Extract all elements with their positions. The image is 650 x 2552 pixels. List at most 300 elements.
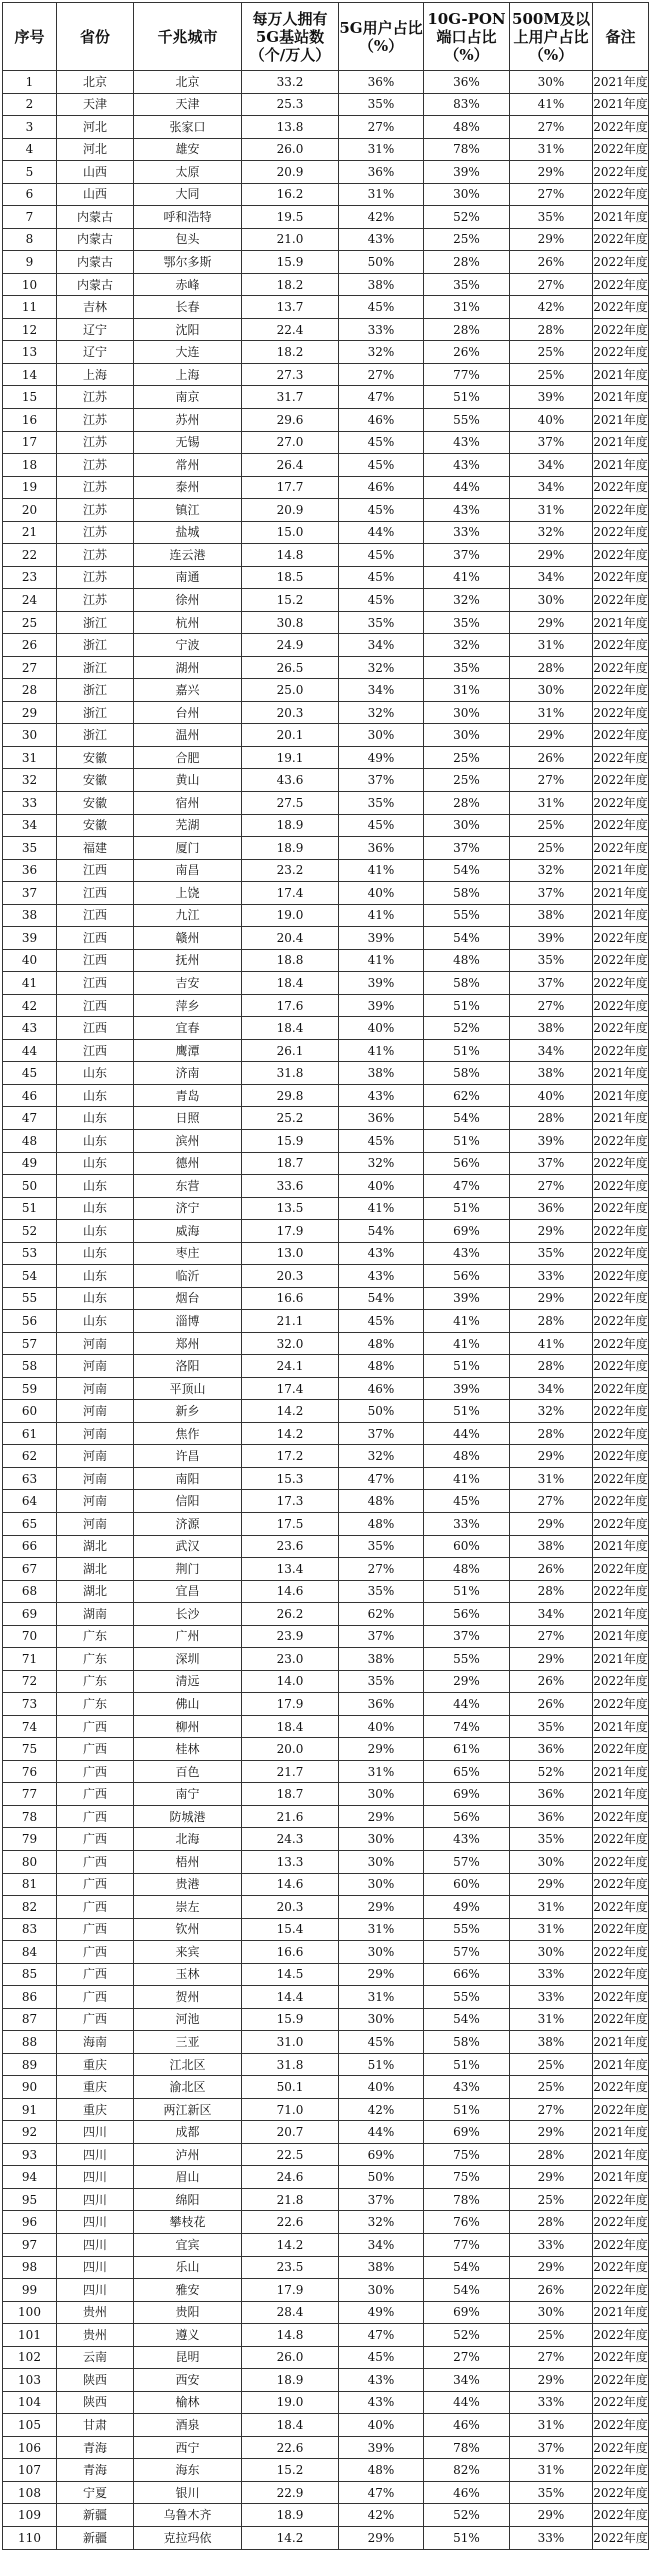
cell-remark: 2021年度 — [593, 1760, 649, 1783]
cell-500m-user-share: 29% — [510, 544, 593, 567]
cell-province: 山东 — [57, 1287, 134, 1310]
cell-5g-user-share: 36% — [339, 837, 424, 860]
cell-10g-pon-share: 51% — [424, 386, 510, 409]
cell-500m-user-share: 31% — [510, 792, 593, 815]
cell-10g-pon-share: 39% — [424, 1287, 510, 1310]
cell-city: 上海 — [134, 363, 242, 386]
cell-5g-base-stations: 17.6 — [242, 994, 339, 1017]
cell-10g-pon-share: 25% — [424, 228, 510, 251]
cell-5g-base-stations: 14.4 — [242, 1986, 339, 2009]
cell-10g-pon-share: 54% — [424, 1107, 510, 1130]
cell-city: 枣庄 — [134, 1242, 242, 1265]
cell-5g-base-stations: 32.0 — [242, 1332, 339, 1355]
table-row — [3, 1760, 649, 1783]
cell-city: 雅安 — [134, 2279, 242, 2302]
table-row — [3, 116, 649, 139]
cell-city: 德州 — [134, 1152, 242, 1175]
cell-province: 河北 — [57, 138, 134, 161]
cell-province: 广西 — [57, 1715, 134, 1738]
cell-5g-user-share: 37% — [339, 769, 424, 792]
cell-city: 镇江 — [134, 499, 242, 522]
table-row — [3, 1873, 649, 1896]
cell-10g-pon-share: 25% — [424, 769, 510, 792]
cell-5g-user-share: 37% — [339, 1625, 424, 1648]
cell-city: 杭州 — [134, 611, 242, 634]
cell-province: 广西 — [57, 1738, 134, 1761]
cell-province: 安徽 — [57, 769, 134, 792]
cell-index: 28 — [3, 679, 57, 702]
cell-remark: 2021年度 — [593, 1648, 649, 1671]
cell-5g-base-stations: 28.4 — [242, 2301, 339, 2324]
cell-5g-base-stations: 17.9 — [242, 1220, 339, 1243]
cell-remark: 2022年度 — [593, 769, 649, 792]
cell-5g-base-stations: 15.0 — [242, 521, 339, 544]
cell-province: 河南 — [57, 1422, 134, 1445]
cell-city: 南宁 — [134, 1783, 242, 1806]
cell-city: 厦门 — [134, 837, 242, 860]
cell-5g-user-share: 30% — [339, 2279, 424, 2302]
cell-remark: 2022年度 — [593, 1039, 649, 1062]
cell-5g-user-share: 32% — [339, 1152, 424, 1175]
cell-10g-pon-share: 35% — [424, 656, 510, 679]
cell-city: 河池 — [134, 2008, 242, 2031]
table-row — [3, 1648, 649, 1671]
cell-index: 55 — [3, 1287, 57, 1310]
cell-5g-base-stations: 14.2 — [242, 2526, 339, 2549]
cell-5g-base-stations: 23.9 — [242, 1625, 339, 1648]
cell-5g-base-stations: 20.3 — [242, 701, 339, 724]
cell-province: 辽宁 — [57, 318, 134, 341]
cell-5g-base-stations: 19.0 — [242, 904, 339, 927]
cell-5g-base-stations: 22.6 — [242, 2436, 339, 2459]
cell-10g-pon-share: 75% — [424, 2143, 510, 2166]
table-row — [3, 2414, 649, 2437]
cell-province: 江西 — [57, 882, 134, 905]
cell-index: 30 — [3, 724, 57, 747]
cell-province: 山东 — [57, 1129, 134, 1152]
cell-500m-user-share: 39% — [510, 927, 593, 950]
cell-province: 广西 — [57, 1850, 134, 1873]
cell-500m-user-share: 27% — [510, 273, 593, 296]
cell-province: 湖北 — [57, 1558, 134, 1581]
cell-5g-base-stations: 30.8 — [242, 611, 339, 634]
cell-10g-pon-share: 49% — [424, 1896, 510, 1919]
cell-index: 89 — [3, 2053, 57, 2076]
cell-index: 35 — [3, 837, 57, 860]
cell-5g-base-stations: 23.2 — [242, 859, 339, 882]
cell-remark: 2022年度 — [593, 2504, 649, 2527]
cell-city: 威海 — [134, 1220, 242, 1243]
cell-500m-user-share: 27% — [510, 183, 593, 206]
cell-5g-base-stations: 17.4 — [242, 1377, 339, 1400]
cell-5g-base-stations: 23.5 — [242, 2256, 339, 2279]
cell-5g-user-share: 32% — [339, 701, 424, 724]
cell-5g-base-stations: 15.9 — [242, 2008, 339, 2031]
cell-province: 广西 — [57, 2008, 134, 2031]
cell-500m-user-share: 33% — [510, 1265, 593, 1288]
cell-10g-pon-share: 69% — [424, 2301, 510, 2324]
cell-remark: 2021年度 — [593, 1062, 649, 1085]
cell-5g-base-stations: 26.0 — [242, 2346, 339, 2369]
table-row — [3, 183, 649, 206]
cell-5g-base-stations: 18.9 — [242, 814, 339, 837]
cell-5g-user-share: 32% — [339, 341, 424, 364]
cell-province: 广西 — [57, 1760, 134, 1783]
cell-index: 63 — [3, 1467, 57, 1490]
cell-5g-user-share: 48% — [339, 1355, 424, 1378]
cell-10g-pon-share: 33% — [424, 521, 510, 544]
table-row — [3, 1896, 649, 1919]
cell-remark: 2022年度 — [593, 183, 649, 206]
cell-5g-user-share: 32% — [339, 2211, 424, 2234]
cell-5g-base-stations: 14.2 — [242, 1422, 339, 1445]
cell-5g-base-stations: 14.2 — [242, 2234, 339, 2257]
cell-5g-user-share: 34% — [339, 679, 424, 702]
cell-500m-user-share: 34% — [510, 1039, 593, 1062]
cell-5g-user-share: 41% — [339, 949, 424, 972]
cell-10g-pon-share: 51% — [424, 2526, 510, 2549]
cell-remark: 2022年度 — [593, 1896, 649, 1919]
cell-500m-user-share: 29% — [510, 2256, 593, 2279]
cell-index: 7 — [3, 206, 57, 229]
cell-province: 江苏 — [57, 386, 134, 409]
cell-index: 19 — [3, 476, 57, 499]
cell-10g-pon-share: 32% — [424, 634, 510, 657]
cell-5g-user-share: 48% — [339, 2459, 424, 2482]
cell-10g-pon-share: 54% — [424, 859, 510, 882]
cell-index: 85 — [3, 1963, 57, 1986]
header-5g-user-share: 5G用户占比（%） — [339, 3, 424, 71]
table-row — [3, 499, 649, 522]
cell-remark: 2021年度 — [593, 2166, 649, 2189]
cell-500m-user-share: 27% — [510, 1625, 593, 1648]
cell-remark: 2022年度 — [593, 1558, 649, 1581]
cell-10g-pon-share: 55% — [424, 408, 510, 431]
cell-remark: 2022年度 — [593, 2481, 649, 2504]
cell-city: 大同 — [134, 183, 242, 206]
table-row — [3, 2211, 649, 2234]
cell-remark: 2022年度 — [593, 499, 649, 522]
table-row — [3, 2391, 649, 2414]
cell-remark: 2021年度 — [593, 71, 649, 94]
cell-city: 泸州 — [134, 2143, 242, 2166]
cell-remark: 2022年度 — [593, 2414, 649, 2437]
table-row — [3, 1400, 649, 1423]
cell-10g-pon-share: 45% — [424, 1490, 510, 1513]
cell-500m-user-share: 29% — [510, 228, 593, 251]
cell-province: 广西 — [57, 1873, 134, 1896]
table-row — [3, 656, 649, 679]
cell-5g-user-share: 35% — [339, 1580, 424, 1603]
cell-index: 91 — [3, 2098, 57, 2121]
cell-province: 广西 — [57, 1896, 134, 1919]
cell-city: 南昌 — [134, 859, 242, 882]
table-row — [3, 1963, 649, 1986]
cell-index: 6 — [3, 183, 57, 206]
cell-500m-user-share: 29% — [510, 1873, 593, 1896]
cell-remark: 2022年度 — [593, 1287, 649, 1310]
cell-5g-user-share: 44% — [339, 521, 424, 544]
cell-5g-user-share: 31% — [339, 1760, 424, 1783]
cell-5g-user-share: 44% — [339, 2121, 424, 2144]
cell-remark: 2022年度 — [593, 1986, 649, 2009]
cell-10g-pon-share: 82% — [424, 2459, 510, 2482]
cell-index: 100 — [3, 2301, 57, 2324]
cell-500m-user-share: 26% — [510, 251, 593, 274]
cell-5g-base-stations: 15.2 — [242, 589, 339, 612]
table-row — [3, 341, 649, 364]
cell-5g-user-share: 38% — [339, 1648, 424, 1671]
cell-10g-pon-share: 28% — [424, 251, 510, 274]
cell-remark: 2022年度 — [593, 1152, 649, 1175]
cell-5g-user-share: 45% — [339, 2031, 424, 2054]
cell-province: 广西 — [57, 1941, 134, 1964]
cell-10g-pon-share: 52% — [424, 2324, 510, 2347]
table-row — [3, 1603, 649, 1626]
cell-10g-pon-share: 35% — [424, 273, 510, 296]
cell-province: 河南 — [57, 1332, 134, 1355]
cell-5g-base-stations: 24.9 — [242, 634, 339, 657]
cell-5g-user-share: 43% — [339, 2369, 424, 2392]
cell-10g-pon-share: 43% — [424, 1828, 510, 1851]
cell-10g-pon-share: 44% — [424, 1693, 510, 1716]
cell-10g-pon-share: 69% — [424, 1783, 510, 1806]
table-row — [3, 701, 649, 724]
table-row — [3, 2076, 649, 2099]
cell-10g-pon-share: 37% — [424, 1625, 510, 1648]
table-row — [3, 71, 649, 94]
cell-remark: 2021年度 — [593, 408, 649, 431]
cell-5g-user-share: 35% — [339, 1670, 424, 1693]
cell-index: 45 — [3, 1062, 57, 1085]
cell-10g-pon-share: 75% — [424, 2166, 510, 2189]
cell-10g-pon-share: 54% — [424, 927, 510, 950]
cell-province: 山东 — [57, 1242, 134, 1265]
cell-5g-base-stations: 15.4 — [242, 1918, 339, 1941]
cell-500m-user-share: 37% — [510, 882, 593, 905]
cell-5g-base-stations: 18.2 — [242, 273, 339, 296]
cell-5g-user-share: 36% — [339, 1693, 424, 1716]
cell-province: 湖南 — [57, 1603, 134, 1626]
cell-500m-user-share: 35% — [510, 1715, 593, 1738]
cell-500m-user-share: 34% — [510, 566, 593, 589]
cell-city: 攀枝花 — [134, 2211, 242, 2234]
cell-5g-base-stations: 26.2 — [242, 1603, 339, 1626]
cell-10g-pon-share: 78% — [424, 138, 510, 161]
cell-500m-user-share: 29% — [510, 1513, 593, 1536]
cell-10g-pon-share: 54% — [424, 2256, 510, 2279]
cell-province: 山东 — [57, 1062, 134, 1085]
cell-500m-user-share: 25% — [510, 2053, 593, 2076]
cell-5g-user-share: 31% — [339, 183, 424, 206]
cell-province: 江西 — [57, 927, 134, 950]
cell-city: 宜宾 — [134, 2234, 242, 2257]
cell-index: 2 — [3, 93, 57, 116]
cell-index: 66 — [3, 1535, 57, 1558]
cell-remark: 2022年度 — [593, 1490, 649, 1513]
cell-city: 洛阳 — [134, 1355, 242, 1378]
cell-500m-user-share: 38% — [510, 1017, 593, 1040]
cell-index: 82 — [3, 1896, 57, 1919]
cell-index: 104 — [3, 2391, 57, 2414]
cell-5g-user-share: 43% — [339, 2391, 424, 2414]
cell-city: 百色 — [134, 1760, 242, 1783]
cell-province: 广东 — [57, 1625, 134, 1648]
cell-5g-base-stations: 27.3 — [242, 363, 339, 386]
cell-index: 90 — [3, 2076, 57, 2099]
cell-5g-base-stations: 14.6 — [242, 1873, 339, 1896]
cell-500m-user-share: 30% — [510, 71, 593, 94]
cell-500m-user-share: 27% — [510, 994, 593, 1017]
cell-index: 12 — [3, 318, 57, 341]
cell-500m-user-share: 35% — [510, 1828, 593, 1851]
cell-10g-pon-share: 52% — [424, 1017, 510, 1040]
cell-remark: 2022年度 — [593, 521, 649, 544]
table-row — [3, 679, 649, 702]
cell-10g-pon-share: 37% — [424, 837, 510, 860]
cell-500m-user-share: 26% — [510, 1558, 593, 1581]
cell-index: 54 — [3, 1265, 57, 1288]
cell-index: 105 — [3, 2414, 57, 2437]
cell-500m-user-share: 36% — [510, 1738, 593, 1761]
cell-province: 福建 — [57, 837, 134, 860]
cell-index: 77 — [3, 1783, 57, 1806]
cell-5g-user-share: 40% — [339, 1017, 424, 1040]
cell-500m-user-share: 25% — [510, 341, 593, 364]
table-row — [3, 1084, 649, 1107]
cell-10g-pon-share: 27% — [424, 2346, 510, 2369]
cell-remark: 2022年度 — [593, 341, 649, 364]
table-header — [3, 3, 649, 71]
table-row — [3, 2008, 649, 2031]
cell-5g-base-stations: 18.4 — [242, 1715, 339, 1738]
cell-index: 33 — [3, 792, 57, 815]
cell-city: 无锡 — [134, 431, 242, 454]
cell-10g-pon-share: 43% — [424, 431, 510, 454]
cell-index: 41 — [3, 972, 57, 995]
table-row — [3, 769, 649, 792]
cell-city: 嘉兴 — [134, 679, 242, 702]
table-row — [3, 431, 649, 454]
cell-5g-user-share: 40% — [339, 1175, 424, 1198]
cell-500m-user-share: 31% — [510, 499, 593, 522]
cell-500m-user-share: 31% — [510, 1918, 593, 1941]
cell-5g-base-stations: 13.3 — [242, 1850, 339, 1873]
cell-remark: 2022年度 — [593, 318, 649, 341]
cell-city: 来宾 — [134, 1941, 242, 1964]
cell-province: 山东 — [57, 1265, 134, 1288]
cell-province: 江苏 — [57, 499, 134, 522]
cell-city: 乌鲁木齐 — [134, 2504, 242, 2527]
cell-province: 江苏 — [57, 431, 134, 454]
table-row — [3, 408, 649, 431]
cell-remark: 2022年度 — [593, 2346, 649, 2369]
cell-5g-user-share: 45% — [339, 589, 424, 612]
cell-500m-user-share: 28% — [510, 1355, 593, 1378]
table-row — [3, 2166, 649, 2189]
cell-5g-user-share: 40% — [339, 2414, 424, 2437]
cell-city: 南通 — [134, 566, 242, 589]
cell-province: 河南 — [57, 1445, 134, 1468]
cell-5g-base-stations: 31.8 — [242, 1062, 339, 1085]
table-row — [3, 521, 649, 544]
cell-city: 常州 — [134, 454, 242, 477]
cell-5g-base-stations: 21.0 — [242, 228, 339, 251]
cell-index: 97 — [3, 2234, 57, 2257]
cell-province: 浙江 — [57, 656, 134, 679]
cell-5g-user-share: 45% — [339, 296, 424, 319]
cell-index: 78 — [3, 1805, 57, 1828]
cell-remark: 2022年度 — [593, 2234, 649, 2257]
cell-5g-base-stations: 24.1 — [242, 1355, 339, 1378]
cell-5g-user-share: 42% — [339, 2504, 424, 2527]
cell-5g-user-share: 41% — [339, 904, 424, 927]
cell-10g-pon-share: 36% — [424, 71, 510, 94]
cell-5g-base-stations: 31.8 — [242, 2053, 339, 2076]
cell-index: 22 — [3, 544, 57, 567]
cell-5g-base-stations: 18.9 — [242, 2369, 339, 2392]
cell-500m-user-share: 25% — [510, 2188, 593, 2211]
cell-remark: 2022年度 — [593, 1693, 649, 1716]
cell-5g-user-share: 39% — [339, 972, 424, 995]
cell-province: 浙江 — [57, 724, 134, 747]
cell-city: 防城港 — [134, 1805, 242, 1828]
cell-5g-user-share: 43% — [339, 1084, 424, 1107]
cell-province: 广西 — [57, 1918, 134, 1941]
cell-province: 四川 — [57, 2279, 134, 2302]
cell-5g-base-stations: 18.9 — [242, 837, 339, 860]
cell-province: 河南 — [57, 1513, 134, 1536]
cell-10g-pon-share: 58% — [424, 2031, 510, 2054]
cell-500m-user-share: 34% — [510, 454, 593, 477]
cell-5g-user-share: 47% — [339, 1467, 424, 1490]
cell-10g-pon-share: 48% — [424, 116, 510, 139]
cell-10g-pon-share: 28% — [424, 792, 510, 815]
cell-5g-user-share: 42% — [339, 206, 424, 229]
cell-500m-user-share: 32% — [510, 859, 593, 882]
cell-city: 梧州 — [134, 1850, 242, 1873]
cell-5g-base-stations: 26.4 — [242, 454, 339, 477]
cell-5g-user-share: 35% — [339, 611, 424, 634]
cell-5g-base-stations: 17.4 — [242, 882, 339, 905]
cell-index: 68 — [3, 1580, 57, 1603]
cell-index: 87 — [3, 2008, 57, 2031]
cell-10g-pon-share: 30% — [424, 724, 510, 747]
cell-city: 玉林 — [134, 1963, 242, 1986]
cell-10g-pon-share: 31% — [424, 296, 510, 319]
cell-index: 96 — [3, 2211, 57, 2234]
cell-province: 湖北 — [57, 1535, 134, 1558]
cell-remark: 2021年度 — [593, 2143, 649, 2166]
cell-5g-base-stations: 16.2 — [242, 183, 339, 206]
cell-5g-user-share: 45% — [339, 431, 424, 454]
table-row — [3, 2369, 649, 2392]
cell-5g-user-share: 31% — [339, 1918, 424, 1941]
cell-city: 萍乡 — [134, 994, 242, 1017]
cell-5g-user-share: 29% — [339, 1805, 424, 1828]
cell-remark: 2022年度 — [593, 251, 649, 274]
cell-500m-user-share: 27% — [510, 1490, 593, 1513]
cell-500m-user-share: 34% — [510, 1377, 593, 1400]
table-row — [3, 859, 649, 882]
cell-5g-user-share: 31% — [339, 138, 424, 161]
cell-city: 徐州 — [134, 589, 242, 612]
cell-province: 河南 — [57, 1355, 134, 1378]
cell-index: 95 — [3, 2188, 57, 2211]
cell-5g-base-stations: 14.8 — [242, 2324, 339, 2347]
cell-remark: 2021年度 — [593, 1783, 649, 1806]
cell-index: 13 — [3, 341, 57, 364]
